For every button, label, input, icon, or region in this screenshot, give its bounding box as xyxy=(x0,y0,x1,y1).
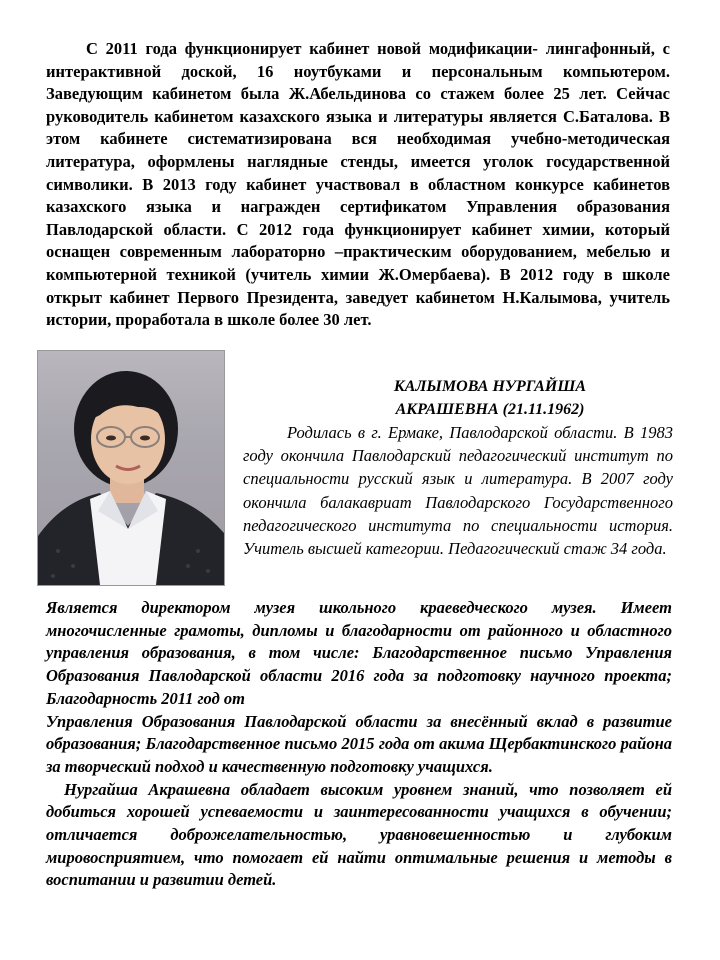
achievements-paragraph-1: Является директором музея школьного краеведческого музея. Имеет многочисленные грамоты, дипломы и благодарности от районного и областного управления образования, в том числе: Благодарственное письмо Управления Образования Павлодарской области 2016 года за подготовку научного проекта; Благодарность 2011 год от xyxy=(46,598,672,708)
intro-paragraph: С 2011 года функционирует кабинет новой модификации- лингафонный, с интерактивной доской, 16 ноутбуками и персональным компьютером. Заведующим кабинетом была Ж.Абельдинова со стажем более 25 лет. Сейчас руководитель кабинетом казахского языка и литературы является С.Баталова. В этом кабинете систематизирована вся необходимая учебно-методическая литература, оформлены наглядные стенды, имеется уголок государственной символики. В 2013 году кабинет участвовал в областном конкурсе кабинетов казахского языка и награжден сертификатом Управления образования Павлодарской области. С 2012 года функционирует кабинет химии, который оснащен современным лабораторно –практическим оборудованием, мебелью и компьютерной техникой (учитель химии Ж.Омербаева). В 2012 году в школе открыт кабинет Первого Президента, заведует кабинетом Н.Калымова, учитель истории, проработала в школе более 30 лет. xyxy=(46,39,670,330)
characteristic-paragraph: Нургайша Акрашевна обладает высоким уровнем знаний, что позволяет ей добиться хорошей успеваемости и заинтересованности учащихся в обучении; отличается доброжелательностью, уравновешенностью и глубоким мировосприятием, что помогает ей найти оптимальные решения и методы в воспитании и развитии детей. xyxy=(46,779,672,890)
profile-bio: Родилась в г. Ермаке, Павлодарской области. В 1983 году окончила Павлодарский педагогический институт по специальности русский язык и литература. В 2007 году окончила балакавриат Павлодарского Государственного педагогического института по специальности история. Учитель высшей категории. Педагогический стаж 34 года. xyxy=(243,423,673,559)
profile-name-line2: АКРАШЕВНА (21.11.1962) xyxy=(395,401,585,418)
achievements-paragraph-2: Управления Образования Павлодарской области за внесённый вклад в развитие образования; Благодарственное письмо 2015 года от акима Щербактинского района за творческий подход и качественную подготовку учащихся. xyxy=(46,711,672,776)
achievements-section xyxy=(46,597,672,892)
profile-name xyxy=(320,375,660,421)
portrait-photo xyxy=(37,350,225,586)
profile-name-line1: КАЛЫМОВА НУРГАЙША xyxy=(393,378,587,395)
